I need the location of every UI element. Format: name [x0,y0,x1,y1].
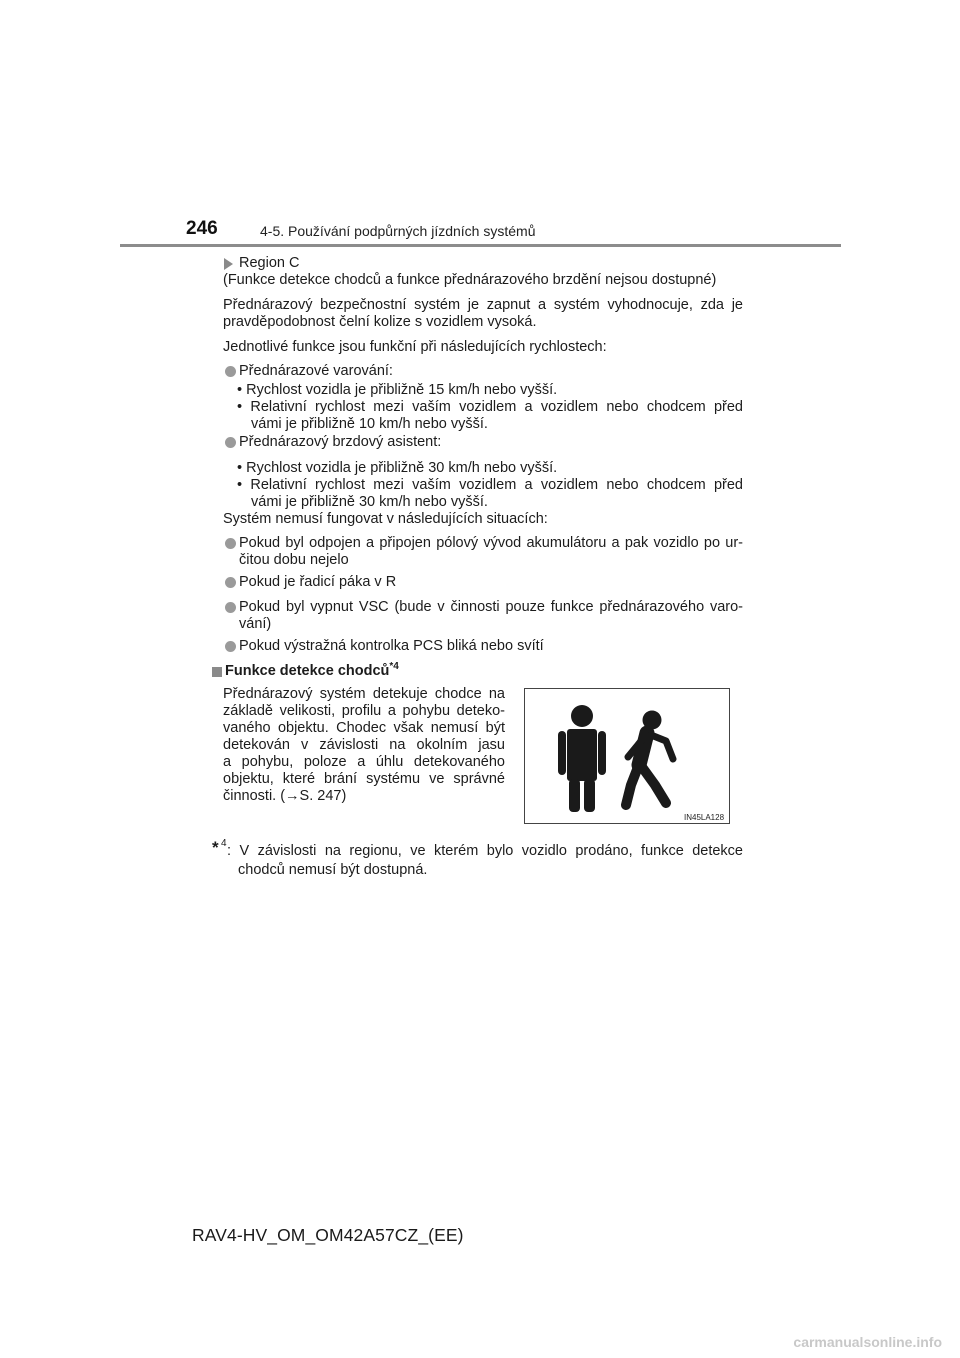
region-note: (Funkce detekce chodců a funkce přednárazového brzdění nejsou dostupné) [223,272,717,288]
figure-code: IN45LA128 [684,813,725,822]
footnote-number: 4 [221,838,227,849]
footnote-ref: *4 [389,661,399,673]
situation-item: Pokud byl odpojen a připojen pólový vývod akumulátoru a pak vozidlo po ur- [239,535,743,551]
situation-item: Pokud výstražná kontrolka PCS bliká nebo svítí [239,638,544,654]
footnote-marker: * [212,838,219,857]
pedestrian-text-line: Přednárazový systém detekuje chodce na [223,686,505,702]
watermark: carmanualsonline.info [793,1334,942,1350]
paragraph-line: pravděpodobnost čelní kolize s vozidlem vysoká. [223,314,537,330]
standing-person-icon [558,705,606,812]
pedestrian-illustration [525,689,729,823]
pedestrian-text-line: činnosti. (→S. 247) [223,788,347,804]
region-label: Region C [239,255,300,271]
situations-intro: Systém nemusí fungovat v následujících situacích: [223,511,548,527]
situation-item-cont: čitou dobu nejelo [239,552,349,568]
triangle-bullet-icon [224,258,233,270]
function-title-warning: Přednárazové varování: [239,363,393,379]
relative-speed-line: vámi je přibližně 30 km/h nebo vyšší. [251,494,488,510]
relative-speed-line: • Relativní rychlost mezi vaším vozidlem a vozidlem nebo chodcem před [237,477,743,493]
pedestrian-text-line: detekován v závislosti na okolním jasu [223,737,505,753]
footnote-line: chodců nemusí být dostupná. [238,862,428,878]
bullet-dot-icon [225,641,236,652]
pedestrian-text-line: základě velikosti, profilu a pohybu deteko- [223,703,505,719]
footnote-line: : V závislosti na regionu, ve kterém bylo vozidlo prodáno, funkce detekce [227,843,743,859]
page-number: 246 [186,218,218,239]
function-title-brake-assist: Přednárazový brzdový asistent: [239,434,442,450]
bullet-dot-icon [225,437,236,448]
speed-condition: • Rychlost vozidla je přibližně 30 km/h nebo vyšší. [237,460,558,476]
pedestrian-text-line: objektu, které brání systému ve správné [223,771,505,787]
pedestrian-text-line: a pohybu, poloze a úhlu detekovaného [223,754,505,770]
section-square-icon [212,667,222,677]
situation-item: Pokud byl vypnut VSC (bude v činnosti pouze funkce přednárazového varo- [239,599,743,615]
header-rule [120,244,841,247]
situation-item: Pokud je řadicí páka v R [239,574,397,590]
relative-speed-line: vámi je přibližně 10 km/h nebo vyšší. [251,416,488,432]
relative-speed-line: • Relativní rychlost mezi vaším vozidlem a vozidlem nebo chodcem před [237,399,743,415]
pedestrian-figure [524,688,730,824]
pedestrian-text-line: vaného objektu. Chodec však nemusí být [223,720,505,736]
document-code: RAV4-HV_OM_OM42A57CZ_(EE) [192,1225,464,1245]
bullet-dot-icon [225,602,236,613]
bullet-dot-icon [225,366,236,377]
bullet-dot-icon [225,577,236,588]
paragraph: Jednotlivé funkce jsou funkční při následujících rychlostech: [223,339,607,355]
paragraph-line: Přednárazový bezpečnostní systém je zapnut a systém vyhodnocuje, zda je [223,297,743,313]
pedestrian-heading-text: Funkce detekce chodců [225,663,390,679]
bullet-dot-icon [225,538,236,549]
pedestrian-heading [225,663,399,680]
speed-condition: • Rychlost vozidla je přibližně 15 km/h nebo vyšší. [237,382,558,398]
section-title: 4-5. Používání podpůrných jízdních systémů [260,223,536,239]
situation-item-cont: vání) [239,616,272,632]
walking-person-icon [626,711,673,806]
